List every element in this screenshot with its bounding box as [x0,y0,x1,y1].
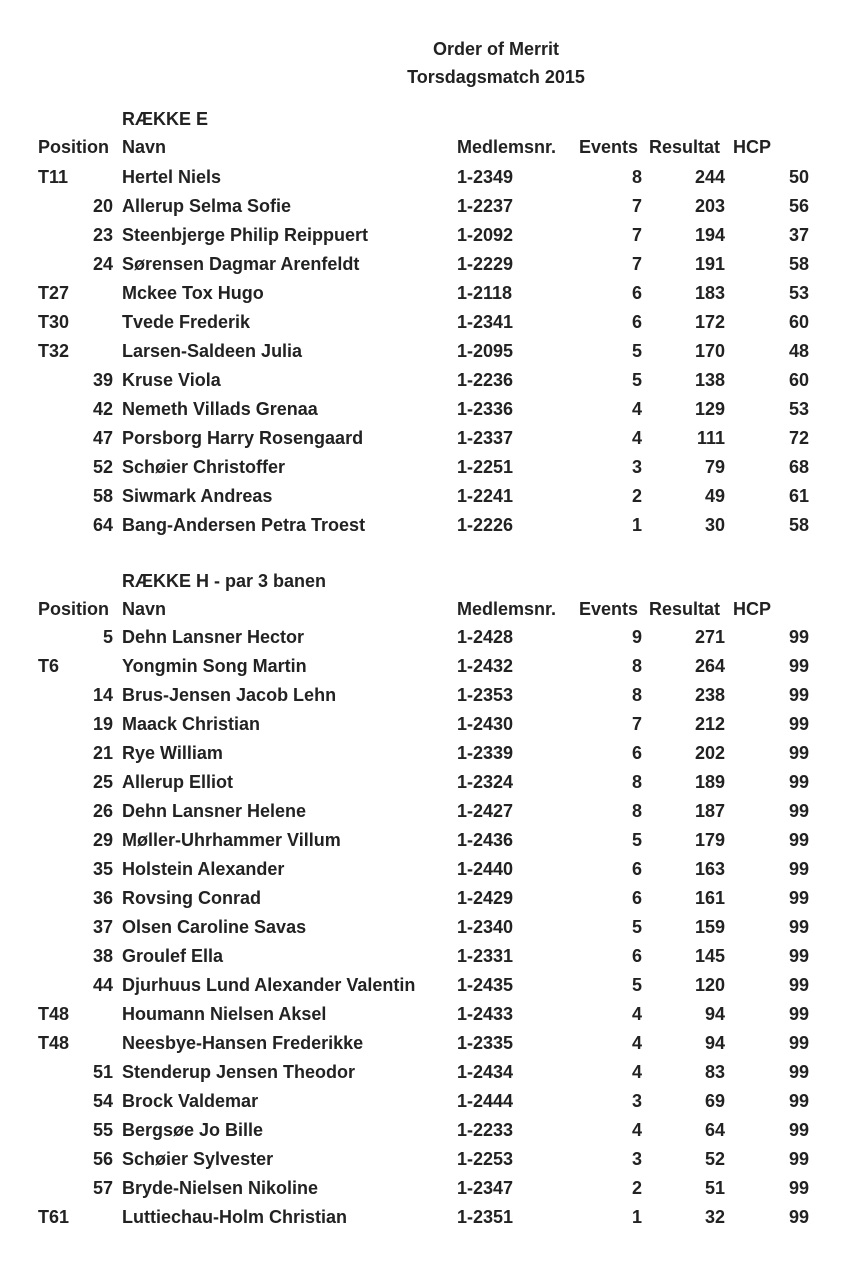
table-row [0,681,866,710]
cell-events: 6 [631,888,642,908]
table-row [0,884,866,913]
cell-position: 52 [92,457,113,477]
cell-position: T61 [38,1207,70,1227]
cell-hcp: 99 [788,1120,809,1140]
cell-member-number: 1-2118 [457,283,513,303]
cell-position: T27 [38,283,70,303]
document-subtitle: Torsdagsmatch 2015 [407,67,585,87]
section-title: RÆKKE E [122,109,209,129]
cell-hcp: 60 [788,370,809,390]
cell-position: 26 [92,801,113,821]
cell-result: 32 [704,1207,725,1227]
cell-name: Larsen-Saldeen Julia [122,341,303,361]
cell-name: Neesbye-Hansen Frederikke [122,1033,364,1053]
cell-position: 57 [92,1178,113,1198]
cell-result: 83 [704,1062,725,1082]
header-position: Position [38,137,109,157]
cell-result: 79 [704,457,725,477]
cell-name: Bryde-Nielsen Nikoline [122,1178,319,1198]
cell-events: 2 [631,1178,642,1198]
cell-events: 5 [631,370,642,390]
cell-hcp: 50 [788,167,809,187]
cell-member-number: 1-2440 [457,859,514,879]
cell-result: 129 [694,399,725,419]
cell-member-number: 1-2226 [457,515,514,535]
cell-hcp: 99 [788,859,809,879]
cell-result: 172 [694,312,725,332]
cell-hcp: 99 [788,1178,809,1198]
cell-result: 161 [694,888,725,908]
cell-events: 4 [631,399,642,419]
cell-events: 4 [631,1033,642,1053]
cell-member-number: 1-2331 [457,946,514,966]
cell-member-number: 1-2339 [457,743,514,763]
cell-member-number: 1-2353 [457,685,514,705]
cell-member-number: 1-2237 [457,196,514,216]
cell-events: 5 [631,341,642,361]
table-row [0,768,866,797]
cell-name: Sørensen Dagmar Arenfeldt [122,254,360,274]
cell-member-number: 1-2444 [457,1091,514,1111]
cell-position: T32 [38,341,70,361]
cell-member-number: 1-2435 [457,975,514,995]
cell-position: 37 [92,917,113,937]
table-row [0,1000,866,1029]
table-row [0,395,866,424]
cell-hcp: 99 [788,1149,809,1169]
cell-position: 51 [92,1062,113,1082]
cell-events: 3 [631,1091,642,1111]
cell-position: 42 [92,399,113,419]
table-row [0,652,866,681]
cell-events: 4 [631,428,642,448]
cell-result: 64 [704,1120,725,1140]
cell-member-number: 1-2430 [457,714,514,734]
cell-events: 7 [631,225,642,245]
cell-position: 25 [92,772,113,792]
cell-result: 264 [694,656,725,676]
cell-member-number: 1-2349 [457,167,514,187]
cell-member-number: 1-2324 [457,772,514,792]
cell-hcp: 61 [788,486,809,506]
cell-result: 183 [694,283,725,303]
cell-events: 8 [631,656,642,676]
cell-hcp: 53 [788,399,809,419]
cell-name: Bang-Andersen Petra Troest [122,515,366,535]
table-row [0,221,866,250]
table-row [0,163,866,192]
cell-name: Schøier Christoffer [122,457,286,477]
cell-name: Brock Valdemar [122,1091,259,1111]
cell-result: 52 [704,1149,725,1169]
table-row [0,971,866,1000]
cell-result: 238 [694,685,725,705]
cell-member-number: 1-2253 [457,1149,514,1169]
cell-position: T30 [38,312,70,332]
cell-events: 7 [631,254,642,274]
cell-hcp: 68 [788,457,809,477]
cell-result: 189 [694,772,725,792]
cell-position: 36 [92,888,113,908]
cell-name: Møller-Uhrhammer Villum [122,830,341,850]
header-hcp: HCP [733,137,772,157]
cell-hcp: 99 [788,801,809,821]
cell-result: 120 [694,975,725,995]
cell-member-number: 1-2236 [457,370,514,390]
cell-events: 4 [631,1062,642,1082]
table-row [0,511,866,540]
cell-name: Allerup Selma Sofie [122,196,292,216]
table-row [0,192,866,221]
cell-member-number: 1-2095 [457,341,514,361]
cell-hcp: 99 [788,685,809,705]
cell-hcp: 99 [788,830,809,850]
cell-hcp: 60 [788,312,809,332]
cell-member-number: 1-2428 [457,627,514,647]
table-row [0,797,866,826]
header-result: Resultat [649,599,721,619]
cell-position: 58 [92,486,113,506]
cell-result: 191 [694,254,725,274]
cell-events: 8 [631,772,642,792]
cell-member-number: 1-2336 [457,399,514,419]
cell-position: 24 [92,254,113,274]
cell-name: Holstein Alexander [122,859,285,879]
cell-result: 271 [694,627,725,647]
table-row [0,739,866,768]
cell-result: 203 [694,196,725,216]
cell-result: 170 [694,341,725,361]
cell-events: 8 [631,167,642,187]
cell-result: 244 [694,167,725,187]
cell-result: 51 [704,1178,725,1198]
column-header-row [0,595,866,624]
cell-result: 145 [694,946,725,966]
cell-name: Steenbjerge Philip Reippuert [122,225,369,245]
cell-hcp: 99 [788,714,809,734]
cell-result: 30 [704,515,725,535]
cell-name: Siwmark Andreas [122,486,273,506]
document-title: Order of Merrit [432,39,560,59]
cell-hcp: 56 [788,196,809,216]
cell-hcp: 99 [788,946,809,966]
cell-events: 6 [631,743,642,763]
table-row [0,424,866,453]
cell-position: 64 [92,515,113,535]
cell-events: 2 [631,486,642,506]
cell-name: Stenderup Jensen Theodor [122,1062,356,1082]
cell-position: 21 [92,743,113,763]
header-name: Navn [122,599,167,619]
cell-name: Nemeth Villads Grenaa [122,399,318,419]
table-row [0,826,866,855]
cell-member-number: 1-2341 [457,312,514,332]
cell-position: 55 [92,1120,113,1140]
header-position: Position [38,599,109,619]
cell-member-number: 1-2241 [457,486,514,506]
table-row [0,1174,866,1203]
cell-name: Luttiechau-Holm Christian [122,1207,348,1227]
cell-position: T48 [38,1004,70,1024]
table-row [0,1145,866,1174]
cell-hcp: 99 [788,772,809,792]
header-hcp: HCP [733,599,772,619]
cell-position: 5 [102,627,113,647]
cell-hcp: 58 [788,515,809,535]
cell-member-number: 1-2429 [457,888,514,908]
cell-result: 111 [696,428,725,448]
header-name: Navn [122,137,167,157]
cell-position: 20 [92,196,113,216]
cell-result: 179 [694,830,725,850]
cell-name: Yongmin Song Martin [122,656,307,676]
cell-result: 94 [704,1033,725,1053]
table-row [0,250,866,279]
cell-hcp: 99 [788,917,809,937]
cell-name: Hertel Niels [122,167,222,187]
cell-member-number: 1-2229 [457,254,514,274]
cell-result: 187 [694,801,725,821]
cell-hcp: 99 [788,975,809,995]
cell-events: 1 [631,515,642,535]
table-row [0,913,866,942]
table-row [0,279,866,308]
cell-hcp: 99 [788,743,809,763]
cell-member-number: 1-2251 [457,457,514,477]
table-row [0,1029,866,1058]
cell-events: 7 [631,714,642,734]
table-row [0,482,866,511]
cell-name: Allerup Elliot [122,772,234,792]
section-title: RÆKKE H - par 3 banen [122,571,327,591]
cell-result: 94 [704,1004,725,1024]
cell-result: 212 [694,714,725,734]
cell-position: 14 [92,685,113,705]
cell-hcp: 99 [788,888,809,908]
cell-events: 6 [631,283,642,303]
cell-name: Groulef Ella [122,946,224,966]
cell-events: 3 [631,1149,642,1169]
cell-name: Rovsing Conrad [122,888,262,908]
cell-member-number: 1-2340 [457,917,514,937]
cell-position: T11 [38,167,69,187]
cell-hcp: 37 [788,225,809,245]
table-row [0,366,866,395]
cell-member-number: 1-2427 [457,801,514,821]
table-row [0,855,866,884]
table-row [0,1058,866,1087]
cell-hcp: 99 [788,1004,809,1024]
cell-name: Olsen Caroline Savas [122,917,307,937]
cell-result: 163 [694,859,725,879]
cell-result: 159 [694,917,725,937]
cell-position: 19 [92,714,113,734]
table-row [0,308,866,337]
cell-position: 23 [92,225,113,245]
header-events: Events [579,137,639,157]
cell-position: 47 [92,428,113,448]
cell-events: 6 [631,312,642,332]
cell-hcp: 99 [788,627,809,647]
header-result: Resultat [649,137,721,157]
cell-hcp: 72 [788,428,809,448]
cell-hcp: 48 [788,341,809,361]
header-member-number: Medlemsnr. [457,137,557,157]
table-row [0,710,866,739]
cell-member-number: 1-2335 [457,1033,514,1053]
cell-name: Schøier Sylvester [122,1149,274,1169]
cell-member-number: 1-2092 [457,225,514,245]
cell-name: Brus-Jensen Jacob Lehn [122,685,337,705]
cell-hcp: 99 [788,656,809,676]
cell-name: Maack Christian [122,714,261,734]
table-row [0,1087,866,1116]
cell-events: 5 [631,830,642,850]
cell-events: 9 [631,627,642,647]
cell-hcp: 99 [788,1207,809,1227]
cell-member-number: 1-2347 [457,1178,514,1198]
table-row [0,1203,866,1232]
cell-member-number: 1-2351 [457,1207,514,1227]
cell-events: 5 [631,917,642,937]
cell-events: 3 [631,457,642,477]
cell-member-number: 1-2337 [457,428,514,448]
cell-hcp: 99 [788,1091,809,1111]
cell-position: 29 [92,830,113,850]
cell-member-number: 1-2434 [457,1062,514,1082]
table-row [0,1116,866,1145]
column-header-row [0,133,866,162]
cell-member-number: 1-2432 [457,656,514,676]
header-member-number: Medlemsnr. [457,599,557,619]
cell-events: 6 [631,859,642,879]
cell-events: 5 [631,975,642,995]
cell-hcp: 99 [788,1062,809,1082]
cell-name: Dehn Lansner Hector [122,627,305,647]
cell-position: T6 [38,656,60,676]
cell-member-number: 1-2433 [457,1004,514,1024]
table-row [0,623,866,652]
cell-position: 38 [92,946,113,966]
cell-events: 4 [631,1004,642,1024]
cell-result: 202 [694,743,725,763]
cell-events: 8 [631,801,642,821]
table-row [0,337,866,366]
cell-name: Porsborg Harry Rosengaard [122,428,364,448]
cell-position: 39 [92,370,113,390]
cell-result: 49 [704,486,725,506]
cell-name: Mckee Tox Hugo [122,283,264,303]
cell-member-number: 1-2436 [457,830,514,850]
cell-hcp: 53 [788,283,809,303]
header-events: Events [579,599,639,619]
cell-position: 35 [92,859,113,879]
cell-name: Tvede Frederik [122,312,251,332]
cell-position: 54 [92,1091,113,1111]
cell-member-number: 1-2233 [457,1120,514,1140]
cell-events: 8 [631,685,642,705]
table-row [0,453,866,482]
cell-result: 138 [694,370,725,390]
cell-name: Houmann Nielsen Aksel [122,1004,327,1024]
cell-events: 6 [631,946,642,966]
cell-name: Kruse Viola [122,370,221,390]
cell-events: 4 [631,1120,642,1140]
cell-position: 44 [92,975,113,995]
table-row [0,942,866,971]
cell-result: 194 [694,225,725,245]
cell-name: Djurhuus Lund Alexander Valentin [122,975,416,995]
cell-events: 7 [631,196,642,216]
cell-name: Dehn Lansner Helene [122,801,307,821]
cell-hcp: 99 [788,1033,809,1053]
cell-name: Rye William [122,743,223,763]
cell-result: 69 [704,1091,725,1111]
cell-events: 1 [631,1207,642,1227]
cell-position: 56 [92,1149,113,1169]
cell-name: Bergsøe Jo Bille [122,1120,264,1140]
cell-hcp: 58 [788,254,809,274]
cell-position: T48 [38,1033,70,1053]
